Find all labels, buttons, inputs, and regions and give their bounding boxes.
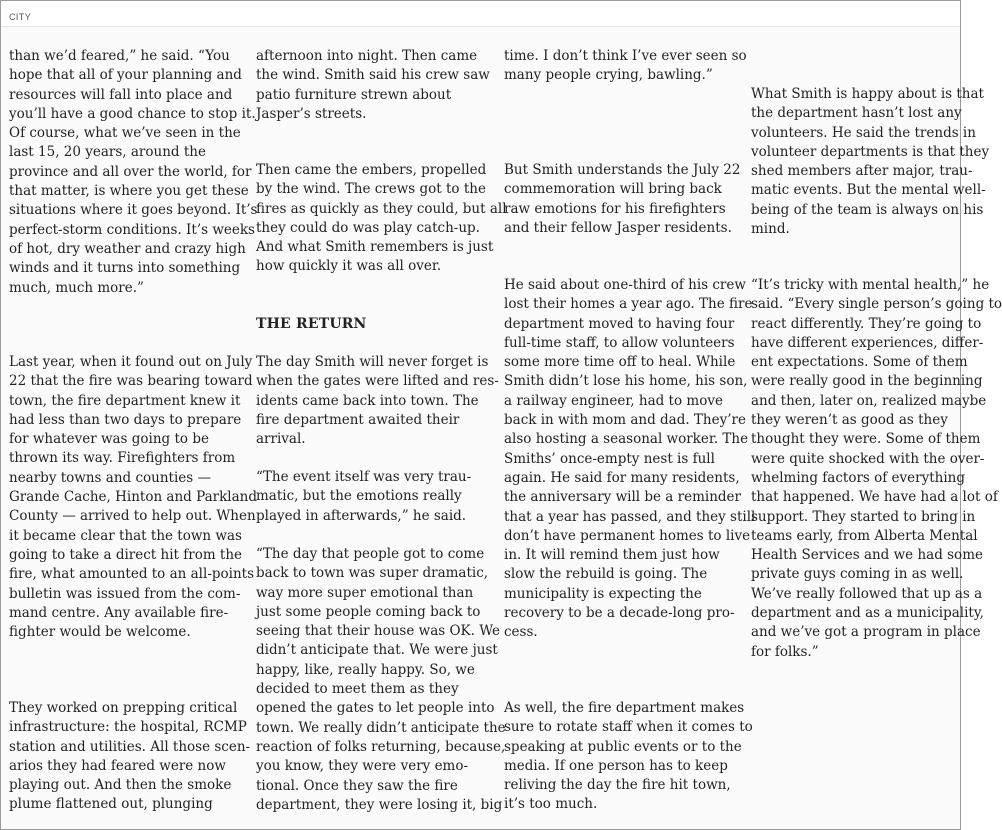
text-line: you’ll have a good chance to stop it. [9, 105, 256, 122]
text-line: playing out. And then the smoke [9, 777, 232, 794]
text-line: teams early, from Alberta Mental [751, 527, 978, 544]
text-line: and then, later on, realized maybe [751, 392, 987, 409]
text-line: department moved to having four [504, 315, 735, 332]
text-line: He said about one-third of his crew [504, 277, 746, 293]
text-line: for whatever was going to be [9, 431, 209, 448]
text-line: they weren’t as good as they [751, 412, 948, 429]
article-column-4 [751, 1, 1002, 829]
article-paragraph [9, 47, 257, 298]
text-line: played in afterwards,” he said. [256, 507, 467, 524]
text-line: sure to rotate staff when it comes to [504, 719, 753, 736]
text-line: by the wind. The crews got to the [256, 181, 486, 198]
text-line: province and all over the world, for [9, 163, 252, 180]
text-line: The day Smith will never forget is [256, 354, 489, 370]
article-paragraph [751, 85, 989, 239]
article-paragraph [504, 699, 753, 815]
text-line: infrastructure: the hospital, RCMP [9, 719, 247, 736]
text-line: they could do was play catch-up. [256, 219, 480, 236]
text-line: recovery to be a decade-long pro- [504, 605, 735, 622]
text-line: town. We really didn’t anticipate the [256, 719, 506, 736]
text-line: and we’ve got a program in place [751, 624, 981, 641]
text-line: whelming factors of everything [751, 469, 966, 486]
text-line: Smiths’ once-empty nest is full [504, 450, 715, 467]
text-line: hope that all of your planning and [9, 67, 242, 84]
text-line: and their fellow Jasper residents. [504, 219, 732, 236]
text-line: you know, they were very emo- [256, 758, 469, 775]
text-line: way more super emotional than [256, 584, 474, 601]
text-line: just some people coming back to [256, 603, 481, 620]
text-line: in. It will remind them just how [504, 547, 720, 564]
text-line: fire, what amounted to an all-points [9, 566, 255, 583]
text-line: Health Services and we had some [751, 547, 983, 564]
text-line: nearby towns and counties — [9, 469, 211, 486]
text-line: were quite shocked with the over- [751, 450, 985, 467]
text-line: that a year has passed, and they still [504, 508, 756, 525]
article-paragraph [9, 353, 257, 642]
text-line: But Smith understands the July 22 [504, 162, 741, 178]
article-paragraph [504, 161, 740, 238]
article-column-1 [9, 1, 258, 829]
text-line: As well, the fire department makes [504, 700, 745, 716]
text-line: town, the fire department knew it [9, 392, 241, 409]
article-paragraph [256, 47, 490, 124]
section-subheading [256, 315, 367, 334]
text-line: decided to meet them as they [256, 681, 459, 698]
text-line: going to take a direct hit from the [9, 546, 243, 563]
article-paragraph [751, 276, 1002, 662]
text-line: opened the gates to let people into [256, 700, 495, 717]
text-line: that matter, is where you get these [9, 183, 249, 200]
text-line: were really good in the beginning [751, 373, 983, 390]
text-line: than we’d feared,” he said. “You [9, 48, 230, 64]
text-line: commemoration will bring back [504, 181, 722, 198]
text-line: arrival. [256, 431, 306, 448]
text-line: Jasper’s streets. [256, 105, 367, 122]
text-line: tional. Once they saw the fire [256, 777, 458, 794]
text-line: shed members after major, trau- [751, 163, 973, 180]
text-line: had less than two days to prepare [9, 411, 242, 428]
text-line: said. “Every single person’s going to [751, 296, 1002, 313]
text-line: some more time off to heal. While [504, 354, 736, 371]
text-line: volunteer departments is that they [751, 143, 990, 160]
text-line: idents came back into town. The [256, 392, 479, 409]
article-column-2 [256, 1, 507, 829]
text-line: 22 that the fire was bearing toward [9, 373, 253, 390]
article-paragraph [256, 161, 507, 277]
text-line: last 15, 20 years, around the [9, 144, 206, 161]
text-line: reliving the day the fire hit town, [504, 777, 731, 794]
text-line: bulletin was issued from the com- [9, 585, 241, 602]
text-line: happy, like, really happy. So, we [256, 661, 475, 678]
article-column-3 [504, 1, 756, 829]
text-line: And what Smith remembers is just [256, 239, 494, 256]
text-line: “The day that people got to come [256, 546, 485, 562]
text-line: Then came the embers, propelled [256, 162, 487, 178]
text-line: fires as quickly as they could, but all [256, 200, 507, 217]
text-line: it became clear that the town was [9, 527, 242, 544]
text-line: “It’s tricky with mental health,” he [751, 277, 990, 293]
text-line: raw emotions for his firefighters [504, 200, 726, 217]
text-line: matic, but the emotions really [256, 488, 462, 505]
text-line: many people crying, bawling.” [504, 67, 713, 84]
text-line: the anniversary will be a reminder [504, 489, 741, 506]
text-line: lost their homes a year ago. The fire [504, 296, 753, 313]
text-line: slow the rebuild is going. The [504, 566, 708, 583]
text-line: THE RETURN [256, 316, 367, 332]
text-line: have different experiences, differ- [751, 334, 984, 351]
text-line: media. If one person has to keep [504, 757, 728, 774]
text-line: when the gates were lifted and res- [256, 373, 499, 390]
text-line: volunteers. He said the trends in [751, 124, 976, 141]
text-line: thought they were. Some of them [751, 431, 981, 448]
text-line: cess. [504, 624, 538, 641]
text-line: situations where it goes beyond. It’s [9, 202, 258, 219]
text-line: time. I don’t think I’ve ever seen so [504, 48, 747, 64]
article-paragraph [504, 276, 755, 643]
text-line: We’ve really followed that up as a [751, 585, 983, 602]
text-line: the wind. Smith said his crew saw [256, 67, 490, 84]
article-paragraph [9, 699, 250, 815]
text-line: Grande Cache, Hinton and Parkland [9, 489, 257, 506]
text-line: department and as a municipality, [751, 605, 984, 622]
text-line: Last year, when it found out on July [9, 354, 253, 370]
text-line: it’s too much. [504, 796, 598, 813]
text-line: much, much more.” [9, 279, 144, 296]
text-line: mind. [751, 221, 790, 238]
text-line: municipality is expecting the [504, 585, 702, 602]
text-line: support. They started to bring in [751, 508, 976, 525]
text-line: react differently. They’re going to [751, 315, 982, 332]
text-line: plume flattened out, plunging [9, 796, 213, 813]
text-line: They worked on prepping critical [9, 700, 238, 716]
text-line: a railway engineer, had to move [504, 392, 723, 409]
text-line: afternoon into night. Then came [256, 48, 478, 64]
text-line: matic events. But the mental well- [751, 182, 986, 199]
article-paragraph [256, 468, 471, 526]
text-line: that happened. We have had a lot of [751, 489, 998, 506]
text-line: back in with mom and dad. They’re [504, 412, 746, 429]
text-line: department, they were losing it, big [256, 796, 503, 813]
text-line: Of course, what we’ve seen in the [9, 125, 241, 142]
text-line: for folks.” [751, 643, 819, 660]
text-line: full-time staff, to allow volunteers [504, 334, 735, 351]
text-line: the department hasn’t lost any [751, 105, 962, 122]
text-line: also hosting a seasonal worker. The [504, 431, 749, 448]
text-line: ent expectations. Some of them [751, 354, 968, 371]
text-line: reaction of folks returning, because, [256, 738, 506, 755]
article-paragraph [256, 353, 499, 449]
section-label: CITY [9, 12, 32, 22]
text-line: back to town was super dramatic, [256, 565, 489, 582]
article-paragraph [504, 47, 747, 86]
text-line: private guys coming in as well. [751, 566, 964, 583]
text-line: didn’t anticipate that. We were just [256, 642, 498, 659]
text-line: speaking at public events or to the [504, 738, 742, 755]
text-line: don’t have permanent homes to live [504, 527, 751, 544]
text-line: thrown its way. Firefighters from [9, 450, 236, 467]
text-line: fire department awaited their [256, 411, 460, 428]
text-line: County — arrived to help out. When [9, 508, 256, 525]
text-line: What Smith is happy about is that [751, 86, 984, 102]
text-line: station and utilities. All those scen- [9, 738, 251, 755]
text-line: arios they had feared were now [9, 757, 226, 774]
text-line: perfect-storm conditions. It’s weeks [9, 221, 255, 238]
text-line: resources will fall into place and [9, 86, 233, 103]
text-line: again. He said for many residents, [504, 469, 740, 486]
text-line: how quickly it was all over. [256, 258, 442, 275]
text-line: winds and it turns into something [9, 260, 241, 277]
text-line: seeing that their house was OK. We [256, 623, 500, 640]
text-line: mand centre. Any available fire- [9, 604, 229, 621]
text-line: being of the team is always on his [751, 201, 984, 218]
article-paragraph [256, 545, 506, 815]
text-line: “The event itself was very trau- [256, 469, 472, 485]
text-line: Smith didn’t lose his home, his son, [504, 373, 748, 390]
text-line: patio furniture strewn about [256, 86, 452, 103]
text-line: of hot, dry weather and crazy high [9, 240, 246, 257]
text-line: fighter would be welcome. [9, 624, 191, 641]
